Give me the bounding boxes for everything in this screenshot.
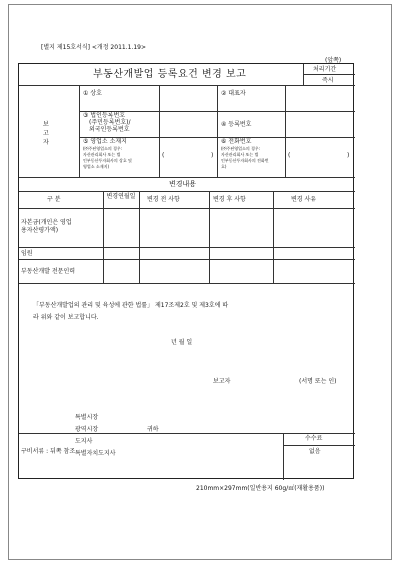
row-capital-label: 자본금(개인은 영업 — [21, 219, 72, 226]
phone-note-4: 호) — [221, 164, 227, 169]
report-date: 년 월 일 — [171, 339, 193, 346]
statement-line-2: 라 위와 같이 보고합니다. — [33, 314, 99, 321]
field-phone-label: ⑥ 전화번호 — [221, 138, 252, 145]
office-addr-paren-open: ( — [162, 152, 165, 159]
phone-note-3: 인부동산투자회사의 전화번 — [221, 158, 269, 163]
form-title: 부동산개발업 등록요건 변경 보고 — [93, 69, 247, 80]
row-officers-label: 임원 — [21, 250, 33, 257]
row-experts-label: 부동산개발 전문인력 — [21, 268, 76, 275]
field-name-label: ① 상호 — [83, 90, 102, 97]
field-office-addr-label: ⑤ 영업소 소재지 — [83, 138, 127, 145]
paper-size-note: 210mm×297mm(일반용지 60g/㎡(재활용품)) — [196, 485, 325, 492]
statement-line-1: 「부동산개발업의 관리 및 육성에 관한 법률」 제17조제2호 및 제3호에 따 — [33, 302, 229, 309]
col-header-category: 구 분 — [47, 196, 61, 203]
office-addr-note-1: (㈜주된영업소의 경우: — [83, 146, 123, 151]
office-addr-note-4: 영업소 소재지) — [83, 164, 110, 169]
recipient-1: 특별시장 — [75, 414, 99, 421]
office-addr-note-2: 자산관리회사 또는 법 — [83, 152, 121, 157]
recipient-4: 특별자치도지사 — [75, 450, 116, 457]
field-corp-no-label: ③ 법인등록번호 — [83, 112, 126, 119]
office-addr-note-3: 인부동산투자회사의 상호 및 — [83, 158, 132, 163]
attachments-note: 구비서류 : 뒤쪽 참조 — [21, 448, 76, 455]
signature-label: (서명 또는 인) — [299, 378, 337, 385]
page-side-note: (앞쪽) — [325, 57, 342, 64]
phone-paren-open: ( — [288, 152, 291, 159]
reporter-label: 보고자 — [213, 378, 231, 385]
col-header-after: 변경 후 사항 — [213, 196, 246, 203]
field-corp-no-label-2: (주민등록번호)/ — [89, 119, 131, 126]
phone-note-2: 자산관리회사 또는 법 — [221, 152, 259, 157]
field-reg-no-label: ④ 등록번호 — [221, 121, 252, 128]
recipient-2: 광역시장 — [75, 426, 99, 433]
form-number: [별지 제15호서식] <개정 2011.1.19> — [41, 44, 146, 51]
office-addr-paren-close: ) — [211, 152, 214, 159]
col-header-change-date: 변경연월일 — [106, 193, 136, 200]
processing-period-value: 즉시 — [322, 77, 334, 84]
row-capital-label-2: 용자산평가액) — [21, 227, 59, 234]
phone-paren-close: ) — [347, 152, 350, 159]
recipient-suffix: 귀하 — [147, 426, 159, 433]
col-header-before: 변경 전 사항 — [147, 196, 180, 203]
phone-note-1: (㈜주된영업소의 경우: — [221, 146, 261, 151]
changes-section-title: 변경내용 — [169, 180, 197, 188]
col-header-reason: 변경 사유 — [291, 196, 317, 203]
processing-period-label: 처리기간 — [313, 66, 337, 73]
field-representative-label: ② 대표자 — [221, 90, 246, 97]
applicant-section-label: 보고자 — [43, 121, 49, 146]
recipient-3: 도지사 — [75, 438, 93, 445]
fee-value: 없음 — [309, 448, 321, 455]
field-corp-no-label-3: 외국인등록번호 — [89, 126, 130, 133]
report-form — [18, 63, 354, 479]
fee-label: 수수료 — [305, 435, 323, 442]
